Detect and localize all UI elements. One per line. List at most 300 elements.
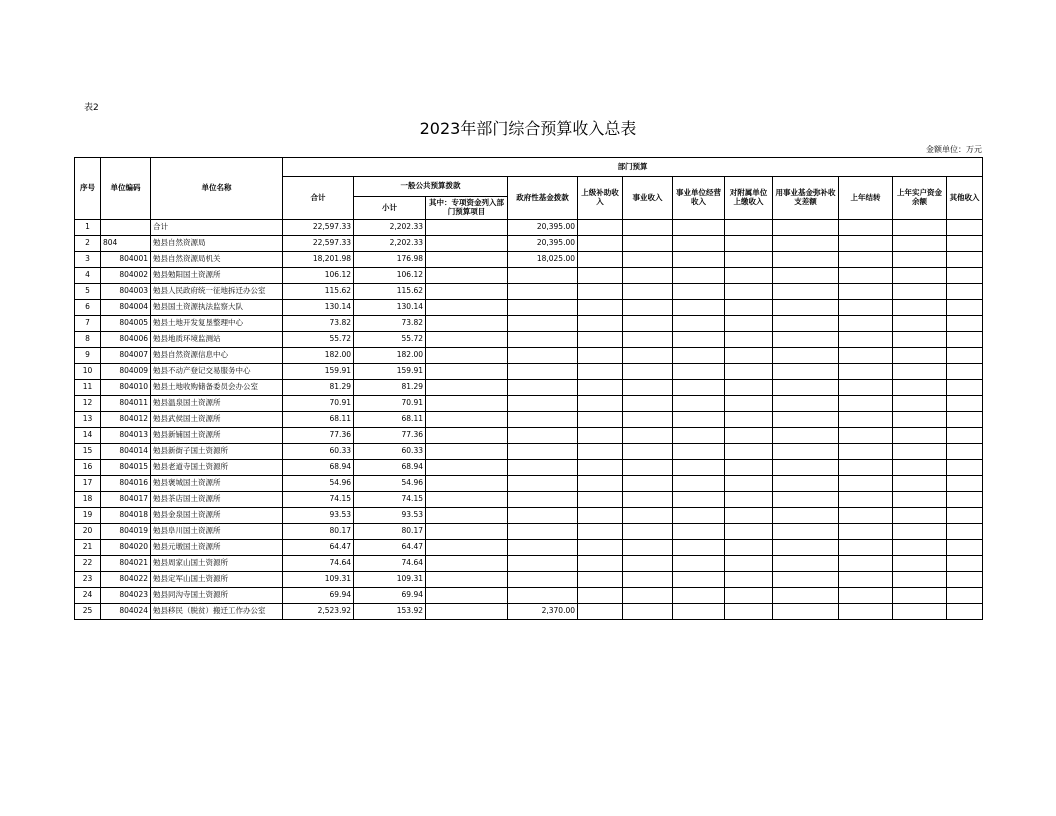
cell-empty	[725, 604, 773, 620]
cell-empty	[947, 524, 983, 540]
cell-total: 109.31	[283, 572, 354, 588]
cell-empty	[773, 396, 839, 412]
cell-empty	[725, 316, 773, 332]
cell-special	[426, 508, 508, 524]
cell-empty	[947, 412, 983, 428]
cell-subtotal: 68.94	[354, 460, 426, 476]
cell-total: 74.15	[283, 492, 354, 508]
cell-empty	[839, 300, 893, 316]
cell-name: 勉县周家山国土资源所	[151, 556, 283, 572]
cell-empty	[893, 236, 947, 252]
cell-empty	[947, 236, 983, 252]
cell-seq: 21	[75, 540, 101, 556]
cell-gov-fund	[508, 476, 578, 492]
cell-empty	[673, 556, 725, 572]
cell-total: 130.14	[283, 300, 354, 316]
cell-empty	[773, 604, 839, 620]
cell-total: 115.62	[283, 284, 354, 300]
cell-empty	[839, 444, 893, 460]
cell-empty	[947, 220, 983, 236]
cell-subtotal: 69.94	[354, 588, 426, 604]
cell-name: 勉县移民（脱贫）搬迁工作办公室	[151, 604, 283, 620]
cell-name: 勉县自然资源局机关	[151, 252, 283, 268]
cell-gov-fund	[508, 300, 578, 316]
cell-subtotal: 74.64	[354, 556, 426, 572]
cell-empty	[773, 524, 839, 540]
cell-empty	[893, 492, 947, 508]
cell-empty	[673, 572, 725, 588]
cell-code: 804010	[101, 380, 151, 396]
cell-empty	[578, 492, 623, 508]
cell-subtotal: 77.36	[354, 428, 426, 444]
cell-empty	[773, 300, 839, 316]
cell-empty	[839, 476, 893, 492]
cell-empty	[773, 332, 839, 348]
cell-empty	[773, 572, 839, 588]
cell-empty	[673, 380, 725, 396]
table-row	[75, 220, 983, 236]
cell-empty	[578, 348, 623, 364]
cell-subtotal: 70.91	[354, 396, 426, 412]
cell-code: 804001	[101, 252, 151, 268]
cell-code: 804002	[101, 268, 151, 284]
cell-empty	[623, 492, 673, 508]
cell-empty	[893, 300, 947, 316]
cell-empty	[623, 508, 673, 524]
cell-subtotal: 73.82	[354, 316, 426, 332]
cell-special	[426, 236, 508, 252]
cell-name: 勉县自然资源信息中心	[151, 348, 283, 364]
cell-total: 2,523.92	[283, 604, 354, 620]
cell-subtotal: 109.31	[354, 572, 426, 588]
cell-empty	[839, 284, 893, 300]
header-code: 单位编码	[101, 158, 151, 220]
cell-subtotal: 153.92	[354, 604, 426, 620]
cell-special	[426, 540, 508, 556]
cell-name: 勉县武侯国土资源所	[151, 412, 283, 428]
cell-empty	[623, 428, 673, 444]
cell-gov-fund	[508, 364, 578, 380]
table-row	[75, 524, 983, 540]
header-last-year-balance: 上年实户资金余额	[893, 177, 947, 220]
cell-empty	[673, 476, 725, 492]
cell-total: 18,201.98	[283, 252, 354, 268]
header-business-income: 事业单位经营收入	[673, 177, 725, 220]
cell-empty	[725, 524, 773, 540]
cell-empty	[578, 572, 623, 588]
cell-empty	[893, 524, 947, 540]
cell-seq: 6	[75, 300, 101, 316]
table-row	[75, 476, 983, 492]
cell-empty	[673, 252, 725, 268]
cell-seq: 9	[75, 348, 101, 364]
cell-empty	[893, 364, 947, 380]
cell-empty	[839, 604, 893, 620]
cell-empty	[673, 332, 725, 348]
table-row	[75, 236, 983, 252]
table-row	[75, 284, 983, 300]
cell-gov-fund	[508, 348, 578, 364]
cell-empty	[673, 508, 725, 524]
cell-empty	[839, 556, 893, 572]
cell-name: 勉县金泉国土资源所	[151, 508, 283, 524]
budget-table	[74, 157, 983, 620]
cell-empty	[839, 492, 893, 508]
cell-empty	[623, 476, 673, 492]
header-affiliated: 对附属单位上缴收入	[725, 177, 773, 220]
cell-gov-fund	[508, 284, 578, 300]
cell-empty	[578, 604, 623, 620]
cell-seq: 16	[75, 460, 101, 476]
cell-total: 22,597.33	[283, 220, 354, 236]
cell-empty	[773, 508, 839, 524]
cell-special	[426, 364, 508, 380]
cell-total: 70.91	[283, 396, 354, 412]
cell-code: 804019	[101, 524, 151, 540]
cell-empty	[839, 540, 893, 556]
cell-empty	[947, 300, 983, 316]
cell-total: 64.47	[283, 540, 354, 556]
table-row	[75, 572, 983, 588]
cell-empty	[773, 380, 839, 396]
cell-seq: 4	[75, 268, 101, 284]
cell-gov-fund: 18,025.00	[508, 252, 578, 268]
cell-empty	[839, 364, 893, 380]
cell-code: 804021	[101, 556, 151, 572]
table-row	[75, 588, 983, 604]
cell-empty	[623, 300, 673, 316]
cell-gov-fund	[508, 460, 578, 476]
cell-empty	[725, 428, 773, 444]
cell-empty	[947, 252, 983, 268]
cell-empty	[725, 348, 773, 364]
cell-seq: 24	[75, 588, 101, 604]
cell-empty	[893, 508, 947, 524]
cell-subtotal: 74.15	[354, 492, 426, 508]
cell-empty	[773, 428, 839, 444]
cell-seq: 5	[75, 284, 101, 300]
header-name: 单位名称	[151, 158, 283, 220]
cell-gov-fund	[508, 524, 578, 540]
cell-empty	[893, 444, 947, 460]
cell-empty	[893, 348, 947, 364]
cell-gov-fund	[508, 556, 578, 572]
cell-empty	[725, 508, 773, 524]
cell-empty	[893, 476, 947, 492]
cell-special	[426, 396, 508, 412]
cell-subtotal: 130.14	[354, 300, 426, 316]
cell-subtotal: 176.98	[354, 252, 426, 268]
cell-code: 804017	[101, 492, 151, 508]
cell-empty	[623, 220, 673, 236]
cell-name: 勉县国土资源执法监察大队	[151, 300, 283, 316]
cell-special	[426, 348, 508, 364]
cell-empty	[773, 492, 839, 508]
cell-name: 勉县定军山国土资源所	[151, 572, 283, 588]
cell-empty	[623, 332, 673, 348]
table-row	[75, 604, 983, 620]
cell-empty	[773, 588, 839, 604]
cell-empty	[839, 316, 893, 332]
cell-code: 804007	[101, 348, 151, 364]
cell-empty	[578, 556, 623, 572]
cell-empty	[773, 460, 839, 476]
cell-subtotal: 182.00	[354, 348, 426, 364]
cell-total: 68.11	[283, 412, 354, 428]
unit-label: 金额单位：万元	[926, 145, 982, 154]
cell-subtotal: 60.33	[354, 444, 426, 460]
header-career-income: 事业收入	[623, 177, 673, 220]
table-row	[75, 348, 983, 364]
cell-empty	[893, 556, 947, 572]
cell-code: 804015	[101, 460, 151, 476]
cell-empty	[893, 572, 947, 588]
cell-empty	[623, 252, 673, 268]
cell-code: 804011	[101, 396, 151, 412]
cell-code: 804016	[101, 476, 151, 492]
cell-empty	[673, 460, 725, 476]
cell-empty	[725, 332, 773, 348]
cell-empty	[578, 316, 623, 332]
cell-empty	[947, 396, 983, 412]
cell-empty	[623, 348, 673, 364]
cell-empty	[673, 540, 725, 556]
cell-empty	[773, 556, 839, 572]
cell-empty	[725, 236, 773, 252]
cell-empty	[947, 428, 983, 444]
cell-empty	[623, 364, 673, 380]
cell-code	[101, 220, 151, 236]
cell-empty	[947, 364, 983, 380]
cell-subtotal: 106.12	[354, 268, 426, 284]
table-row	[75, 380, 983, 396]
cell-special	[426, 220, 508, 236]
cell-gov-fund	[508, 444, 578, 460]
cell-seq: 14	[75, 428, 101, 444]
cell-empty	[773, 268, 839, 284]
cell-special	[426, 444, 508, 460]
cell-empty	[773, 412, 839, 428]
cell-gov-fund	[508, 316, 578, 332]
cell-special	[426, 268, 508, 284]
cell-special	[426, 492, 508, 508]
cell-empty	[893, 284, 947, 300]
cell-empty	[623, 444, 673, 460]
cell-total: 80.17	[283, 524, 354, 540]
cell-empty	[839, 428, 893, 444]
cell-empty	[673, 588, 725, 604]
table-row	[75, 412, 983, 428]
cell-special	[426, 412, 508, 428]
header-career-fund: 用事业基金弥补收支差额	[773, 177, 839, 220]
cell-code: 804013	[101, 428, 151, 444]
cell-seq: 10	[75, 364, 101, 380]
cell-empty	[578, 380, 623, 396]
cell-seq: 25	[75, 604, 101, 620]
cell-empty	[578, 268, 623, 284]
cell-empty	[947, 492, 983, 508]
cell-empty	[947, 348, 983, 364]
cell-code: 804009	[101, 364, 151, 380]
cell-total: 77.36	[283, 428, 354, 444]
cell-empty	[623, 236, 673, 252]
cell-empty	[725, 252, 773, 268]
cell-empty	[623, 540, 673, 556]
cell-gov-fund	[508, 380, 578, 396]
cell-code: 804004	[101, 300, 151, 316]
cell-empty	[623, 524, 673, 540]
cell-gov-fund	[508, 396, 578, 412]
cell-empty	[578, 300, 623, 316]
cell-total: 60.33	[283, 444, 354, 460]
cell-seq: 8	[75, 332, 101, 348]
cell-empty	[839, 236, 893, 252]
cell-empty	[673, 220, 725, 236]
cell-subtotal: 54.96	[354, 476, 426, 492]
cell-empty	[578, 220, 623, 236]
cell-empty	[578, 588, 623, 604]
cell-empty	[673, 492, 725, 508]
cell-empty	[947, 540, 983, 556]
cell-name: 勉县不动产登记交易服务中心	[151, 364, 283, 380]
cell-empty	[773, 364, 839, 380]
cell-empty	[839, 252, 893, 268]
cell-special	[426, 460, 508, 476]
cell-total: 93.53	[283, 508, 354, 524]
cell-empty	[947, 588, 983, 604]
cell-empty	[839, 220, 893, 236]
cell-gov-fund	[508, 508, 578, 524]
cell-empty	[623, 604, 673, 620]
cell-empty	[839, 460, 893, 476]
cell-empty	[725, 300, 773, 316]
cell-special	[426, 524, 508, 540]
cell-special	[426, 588, 508, 604]
header-gov-fund: 政府性基金拨款	[508, 177, 578, 220]
cell-total: 182.00	[283, 348, 354, 364]
cell-empty	[725, 444, 773, 460]
cell-subtotal: 159.91	[354, 364, 426, 380]
cell-empty	[839, 332, 893, 348]
cell-gov-fund	[508, 412, 578, 428]
cell-empty	[947, 284, 983, 300]
table-row	[75, 316, 983, 332]
cell-empty	[947, 268, 983, 284]
cell-empty	[578, 444, 623, 460]
cell-seq: 17	[75, 476, 101, 492]
cell-gov-fund: 20,395.00	[508, 220, 578, 236]
cell-empty	[578, 428, 623, 444]
cell-name: 勉县元墩国土资源所	[151, 540, 283, 556]
cell-name: 勉县茶店国土资源所	[151, 492, 283, 508]
cell-empty	[893, 220, 947, 236]
header-total: 合计	[283, 177, 354, 220]
cell-name: 勉县同沟寺国土资源所	[151, 588, 283, 604]
cell-special	[426, 572, 508, 588]
table-row	[75, 364, 983, 380]
cell-empty	[725, 220, 773, 236]
cell-empty	[725, 476, 773, 492]
cell-special	[426, 380, 508, 396]
cell-empty	[623, 380, 673, 396]
cell-empty	[578, 524, 623, 540]
cell-subtotal: 2,202.33	[354, 220, 426, 236]
cell-seq: 12	[75, 396, 101, 412]
cell-name: 勉县人民政府统一征地拆迁办公室	[151, 284, 283, 300]
cell-total: 81.29	[283, 380, 354, 396]
cell-name: 勉县温泉国土资源所	[151, 396, 283, 412]
cell-total: 106.12	[283, 268, 354, 284]
cell-seq: 3	[75, 252, 101, 268]
cell-empty	[623, 412, 673, 428]
cell-total: 69.94	[283, 588, 354, 604]
header-subtotal: 小计	[354, 197, 426, 220]
cell-special	[426, 476, 508, 492]
cell-code: 804005	[101, 316, 151, 332]
cell-empty	[725, 572, 773, 588]
cell-empty	[947, 556, 983, 572]
cell-empty	[893, 380, 947, 396]
cell-name: 勉县阜川国土资源所	[151, 524, 283, 540]
cell-code: 804014	[101, 444, 151, 460]
cell-special	[426, 428, 508, 444]
table-row	[75, 540, 983, 556]
cell-empty	[839, 508, 893, 524]
cell-special	[426, 252, 508, 268]
cell-empty	[623, 588, 673, 604]
cell-empty	[839, 588, 893, 604]
cell-total: 68.94	[283, 460, 354, 476]
cell-code: 804	[101, 236, 151, 252]
cell-code: 804024	[101, 604, 151, 620]
cell-empty	[839, 380, 893, 396]
cell-subtotal: 55.72	[354, 332, 426, 348]
cell-empty	[673, 412, 725, 428]
cell-empty	[893, 428, 947, 444]
cell-code: 804020	[101, 540, 151, 556]
cell-empty	[947, 572, 983, 588]
cell-empty	[947, 444, 983, 460]
cell-subtotal: 93.53	[354, 508, 426, 524]
cell-gov-fund	[508, 332, 578, 348]
cell-subtotal: 115.62	[354, 284, 426, 300]
cell-special	[426, 556, 508, 572]
table-row	[75, 252, 983, 268]
cell-total: 22,597.33	[283, 236, 354, 252]
cell-name: 勉县新街子国土资源所	[151, 444, 283, 460]
cell-empty	[673, 444, 725, 460]
cell-total: 54.96	[283, 476, 354, 492]
cell-empty	[947, 460, 983, 476]
cell-seq: 20	[75, 524, 101, 540]
cell-empty	[673, 364, 725, 380]
cell-empty	[578, 412, 623, 428]
cell-subtotal: 64.47	[354, 540, 426, 556]
cell-empty	[839, 572, 893, 588]
cell-empty	[578, 476, 623, 492]
header-last-year: 上年结转	[839, 177, 893, 220]
cell-name: 勉县土地开发复垦整理中心	[151, 316, 283, 332]
cell-empty	[725, 588, 773, 604]
cell-gov-fund	[508, 540, 578, 556]
table-row	[75, 428, 983, 444]
cell-code: 804003	[101, 284, 151, 300]
cell-empty	[773, 284, 839, 300]
cell-empty	[578, 252, 623, 268]
table-row	[75, 460, 983, 476]
cell-gov-fund	[508, 268, 578, 284]
cell-special	[426, 284, 508, 300]
